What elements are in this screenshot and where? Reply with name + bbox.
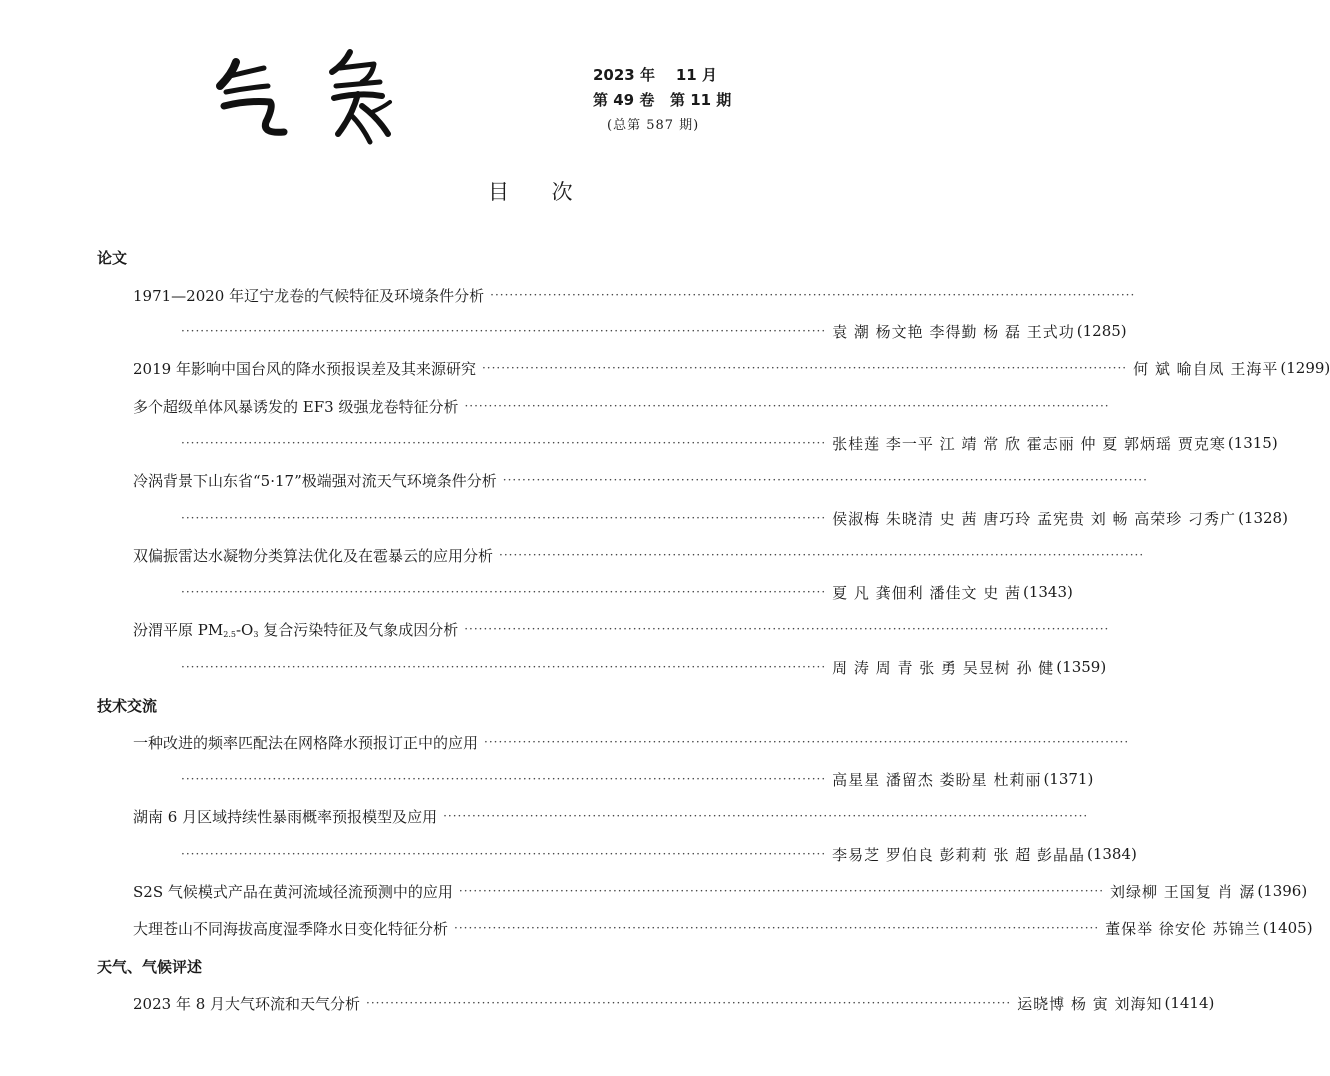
- article-authors: 运晓博 杨 寅 刘海知: [1017, 994, 1163, 1013]
- toc-entry-title[interactable]: [133, 469, 1148, 491]
- article-title[interactable]: 1971—2020 年辽宁龙卷的气候特征及环境条件分析: [133, 286, 485, 305]
- article-authors: 刘绿柳 王国复 肖 潺: [1110, 882, 1256, 901]
- article-authors: 董保举 徐安伦 苏锦兰: [1105, 919, 1261, 938]
- title-part: 汾渭平原 PM: [133, 620, 224, 639]
- toc-entry-authors: [175, 432, 1278, 454]
- article-authors: 何 斌 喻自凤 王海平: [1133, 359, 1279, 378]
- article-authors: 袁 潮 杨文艳 李得勤 杨 磊 王式功: [832, 322, 1075, 341]
- article-title[interactable]: 2023 年 8 月大气环流和天气分析: [133, 994, 361, 1013]
- article-title[interactable]: S2S 气候模式产品在黄河流域径流预测中的应用: [133, 882, 453, 901]
- leader-dots: ······································································································································: [499, 548, 1145, 562]
- leader-dots: ······································································································································: [181, 585, 827, 599]
- toc-entry-authors: [175, 768, 1094, 790]
- article-page: (1343): [1022, 583, 1073, 601]
- toc-entry-title[interactable]: [133, 395, 1110, 417]
- leader-dots: ······································································································································: [181, 436, 827, 450]
- section-heading-papers: 论文: [97, 249, 128, 267]
- toc-entry-title[interactable]: [133, 284, 1136, 306]
- issue-volume-number: 第 49 卷 第 11 期: [593, 91, 732, 109]
- toc-entry[interactable]: [133, 992, 1215, 1014]
- leader-dots: ······································································································································: [464, 622, 1110, 636]
- journal-logo: [212, 42, 412, 152]
- article-page: (1405): [1262, 919, 1313, 937]
- article-page: (1371): [1043, 770, 1094, 788]
- article-title[interactable]: 一种改进的频率匹配法在网格降水预报订正中的应用: [133, 733, 479, 752]
- leader-dots: ······································································································································: [181, 847, 827, 861]
- leader-dots: ······································································································································: [181, 324, 827, 338]
- section-heading-tech: 技术交流: [97, 697, 158, 715]
- article-title[interactable]: 湖南 6 月区域持续性暴雨概率预报模型及应用: [133, 807, 438, 826]
- toc-entry-authors: [175, 843, 1137, 865]
- toc-entry[interactable]: [133, 880, 1308, 902]
- leader-dots: ······································································································································: [181, 511, 827, 525]
- article-title[interactable]: [133, 619, 458, 640]
- toc-entry[interactable]: [133, 917, 1313, 939]
- toc-heading: 目 次: [488, 180, 591, 204]
- toc-entry-title[interactable]: [133, 731, 1130, 753]
- leader-dots: ······································································································································: [490, 288, 1136, 302]
- title-part: -O: [235, 620, 254, 639]
- leader-dots: ······································································································································: [454, 921, 1100, 935]
- article-page: (1384): [1086, 845, 1137, 863]
- article-authors: 侯淑梅 朱晓清 史 茜 唐巧玲 孟宪贵 刘 畅 高荣珍 刁秀广: [832, 509, 1237, 528]
- article-title[interactable]: 多个超级单体风暴诱发的 EF3 级强龙卷特征分析: [133, 397, 459, 416]
- section-heading-review: 天气、气候评述: [97, 958, 203, 976]
- leader-dots: ······································································································································: [464, 399, 1110, 413]
- toc-entry-authors: [175, 581, 1073, 603]
- toc-entry[interactable]: [133, 357, 1330, 379]
- article-authors: 张桂莲 李一平 江 靖 常 欣 霍志丽 仲 夏 郭炳瑶 贾克寒: [832, 434, 1226, 453]
- title-part: 复合污染特征及气象成因分析: [258, 620, 459, 639]
- article-authors: 周 涛 周 青 张 勇 吴昱树 孙 健: [832, 658, 1055, 677]
- leader-dots: ······································································································································: [366, 996, 1012, 1010]
- article-title[interactable]: 双偏振雷达水凝物分类算法优化及在雹暴云的应用分析: [133, 546, 494, 565]
- toc-entry-title[interactable]: [133, 618, 1110, 640]
- issue-info: [593, 63, 731, 138]
- leader-dots: ······································································································································: [443, 809, 1089, 823]
- article-authors: 李易芝 罗伯良 彭莉莉 张 超 彭晶晶: [832, 845, 1085, 864]
- toc-entry-authors: [175, 507, 1288, 529]
- article-title[interactable]: 冷涡背景下山东省“5·17”极端强对流天气环境条件分析: [133, 471, 497, 490]
- article-title[interactable]: 大理苍山不同海拔高度湿季降水日变化特征分析: [133, 919, 449, 938]
- article-page: (1299): [1280, 359, 1330, 377]
- toc-entry-authors: [175, 320, 1127, 342]
- article-page: (1315): [1227, 434, 1278, 452]
- subscript: 3: [253, 629, 259, 639]
- leader-dots: ······································································································································: [481, 361, 1128, 375]
- leader-dots: ······································································································································: [181, 772, 827, 786]
- toc-entry-title[interactable]: [133, 544, 1145, 566]
- toc-entry-authors: [175, 656, 1107, 678]
- article-page: (1396): [1257, 882, 1308, 900]
- leader-dots: ······································································································································: [458, 884, 1105, 898]
- article-page: (1414): [1164, 994, 1215, 1012]
- article-authors: 高星星 潘留杰 娄盼星 杜莉丽: [832, 770, 1042, 789]
- article-title[interactable]: 2019 年影响中国台风的降水预报误差及其来源研究: [133, 359, 476, 378]
- leader-dots: ······································································································································: [502, 473, 1148, 487]
- leader-dots: ······································································································································: [181, 660, 827, 674]
- article-page: (1328): [1238, 509, 1288, 527]
- toc-entry-title[interactable]: [133, 805, 1089, 827]
- article-page: (1359): [1056, 658, 1107, 676]
- calligraphy-logo-icon: [212, 42, 412, 152]
- article-authors: 夏 凡 龚佃利 潘佳文 史 茜: [832, 583, 1021, 602]
- subscript: 2.5: [223, 629, 236, 639]
- issue-year-month: 2023 年 11 月: [593, 66, 717, 84]
- issue-total-number: (总第 587 期): [607, 118, 700, 133]
- leader-dots: ······································································································································: [484, 735, 1130, 749]
- article-page: (1285): [1076, 322, 1127, 340]
